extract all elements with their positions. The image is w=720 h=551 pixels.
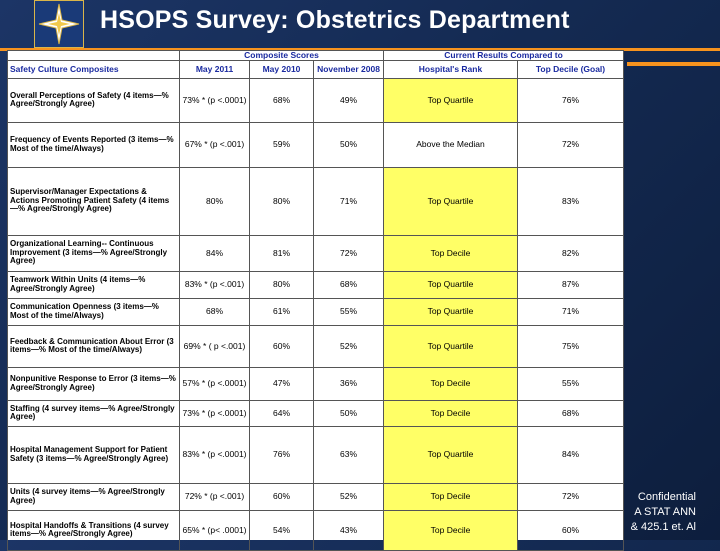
score-may2010: 80% — [250, 271, 314, 298]
score-nov2008: 49% — [314, 78, 384, 122]
page-title: HSOPS Survey: Obstetrics Department — [100, 6, 570, 34]
composite-label: Nonpunitive Response to Error (3 items—% Agree/Strongly Agree) — [8, 367, 180, 400]
composite-label: Hospital Management Support for Patient Safety (3 items—% Agree/Strongly Agree) — [8, 426, 180, 483]
table-row — [8, 426, 624, 483]
hospital-rank: Top Decile — [384, 235, 518, 271]
composite-label: Teamwork Within Units (4 items—% Agree/Strongly Agree) — [8, 271, 180, 298]
top-decile-goal: 68% — [518, 400, 624, 426]
score-may2010: 64% — [250, 400, 314, 426]
score-may2011: 83% * (p <.0001) — [180, 426, 250, 483]
top-decile-goal: 72% — [518, 483, 624, 510]
composite-label: Hospital Handoffs & Transitions (4 survey items—% Agree/Strongly Agree) — [8, 510, 180, 550]
top-decile-goal: 83% — [518, 167, 624, 235]
score-may2010: 81% — [250, 235, 314, 271]
score-may2011: 73% * (p <.0001) — [180, 78, 250, 122]
confidential-line-1: Confidential — [637, 491, 696, 503]
confidential-line-3: & 425.1 et. Al — [630, 521, 696, 533]
hospital-rank: Top Quartile — [384, 167, 518, 235]
composite-label: Staffing (4 survey items—% Agree/Strongly Agree) — [8, 400, 180, 426]
top-decile-goal: 72% — [518, 122, 624, 167]
score-nov2008: 52% — [314, 483, 384, 510]
table-row — [8, 298, 624, 325]
score-may2010: 60% — [250, 483, 314, 510]
score-nov2008: 55% — [314, 298, 384, 325]
score-may2010: 61% — [250, 298, 314, 325]
score-may2010: 60% — [250, 325, 314, 367]
score-nov2008: 52% — [314, 325, 384, 367]
composite-label: Communication Openness (3 items—% Most of the time/Always) — [8, 298, 180, 325]
top-decile-goal: 84% — [518, 426, 624, 483]
table-row — [8, 271, 624, 298]
header-spacer — [8, 51, 180, 61]
score-may2011: 80% — [180, 167, 250, 235]
table-row — [8, 78, 624, 122]
hospital-rank: Top Decile — [384, 367, 518, 400]
col-header-nov2008: November 2008 — [314, 60, 384, 78]
score-may2011: 65% * (p< .0001) — [180, 510, 250, 550]
composite-label: Units (4 survey items—% Agree/Strongly Agree) — [8, 483, 180, 510]
score-nov2008: 71% — [314, 167, 384, 235]
col-header-may2010: May 2010 — [250, 60, 314, 78]
confidential-line-2: A STAT ANN — [634, 506, 696, 518]
composite-label: Frequency of Events Reported (3 items—% Most of the time/Always) — [8, 122, 180, 167]
col-header-top-decile: Top Decile (Goal) — [518, 60, 624, 78]
score-may2010: 76% — [250, 426, 314, 483]
top-decile-goal: 82% — [518, 235, 624, 271]
top-decile-goal: 55% — [518, 367, 624, 400]
group-header-current-results: Current Results Compared to — [384, 51, 624, 61]
score-nov2008: 68% — [314, 271, 384, 298]
score-may2011: 68% — [180, 298, 250, 325]
score-nov2008: 50% — [314, 400, 384, 426]
hospital-rank: Top Quartile — [384, 78, 518, 122]
score-may2011: 72% * (p <.001) — [180, 483, 250, 510]
accent-divider — [627, 62, 720, 66]
score-may2011: 83% * (p <.001) — [180, 271, 250, 298]
hospital-rank: Top Decile — [384, 400, 518, 426]
top-decile-goal: 76% — [518, 78, 624, 122]
hospital-rank: Top Decile — [384, 510, 518, 550]
group-header-composite-scores: Composite Scores — [180, 51, 384, 61]
col-header-rank: Hospital's Rank — [384, 60, 518, 78]
top-decile-goal: 71% — [518, 298, 624, 325]
score-may2011: 69% * ( p <.001) — [180, 325, 250, 367]
score-nov2008: 50% — [314, 122, 384, 167]
table-row — [8, 235, 624, 271]
hospital-rank: Top Quartile — [384, 271, 518, 298]
table-row — [8, 167, 624, 235]
hospital-rank: Above the Median — [384, 122, 518, 167]
table-row — [8, 400, 624, 426]
score-may2011: 67% * (p <.001) — [180, 122, 250, 167]
composite-label: Supervisor/Manager Expectations & Actions Promoting Patient Safety (4 items—% Agree/Strongly Agree) — [8, 167, 180, 235]
score-may2011: 57% * (p <.0001) — [180, 367, 250, 400]
composite-label: Overall Perceptions of Safety (4 items—% Agree/Strongly Agree) — [8, 78, 180, 122]
hospital-rank: Top Quartile — [384, 426, 518, 483]
hospital-rank: Top Decile — [384, 483, 518, 510]
table-row — [8, 510, 624, 550]
table-row — [8, 122, 624, 167]
score-may2011: 84% — [180, 235, 250, 271]
composite-label: Organizational Learning-- Continuous Improvement (3 items—% Agree/Strongly Agree) — [8, 235, 180, 271]
score-may2010: 80% — [250, 167, 314, 235]
score-nov2008: 43% — [314, 510, 384, 550]
score-may2010: 47% — [250, 367, 314, 400]
table-row — [8, 483, 624, 510]
col-header-may2011: May 2011 — [180, 60, 250, 78]
score-nov2008: 63% — [314, 426, 384, 483]
score-may2010: 59% — [250, 122, 314, 167]
hospital-rank: Top Quartile — [384, 298, 518, 325]
hospital-rank: Top Quartile — [384, 325, 518, 367]
score-may2011: 73% * (p <.0001) — [180, 400, 250, 426]
top-decile-goal: 60% — [518, 510, 624, 550]
top-decile-goal: 87% — [518, 271, 624, 298]
results-table — [7, 50, 624, 551]
top-decile-goal: 75% — [518, 325, 624, 367]
table-row — [8, 325, 624, 367]
star-logo-icon — [35, 1, 83, 47]
table-row — [8, 367, 624, 400]
score-nov2008: 72% — [314, 235, 384, 271]
col-header-composites: Safety Culture Composites — [8, 60, 180, 78]
score-nov2008: 36% — [314, 367, 384, 400]
confidential-note — [624, 490, 720, 535]
results-table-container — [7, 50, 623, 540]
score-may2010: 68% — [250, 78, 314, 122]
hospital-logo — [34, 0, 84, 48]
score-may2010: 54% — [250, 510, 314, 550]
composite-label: Feedback & Communication About Error (3 items—% Most of the time/Always) — [8, 325, 180, 367]
